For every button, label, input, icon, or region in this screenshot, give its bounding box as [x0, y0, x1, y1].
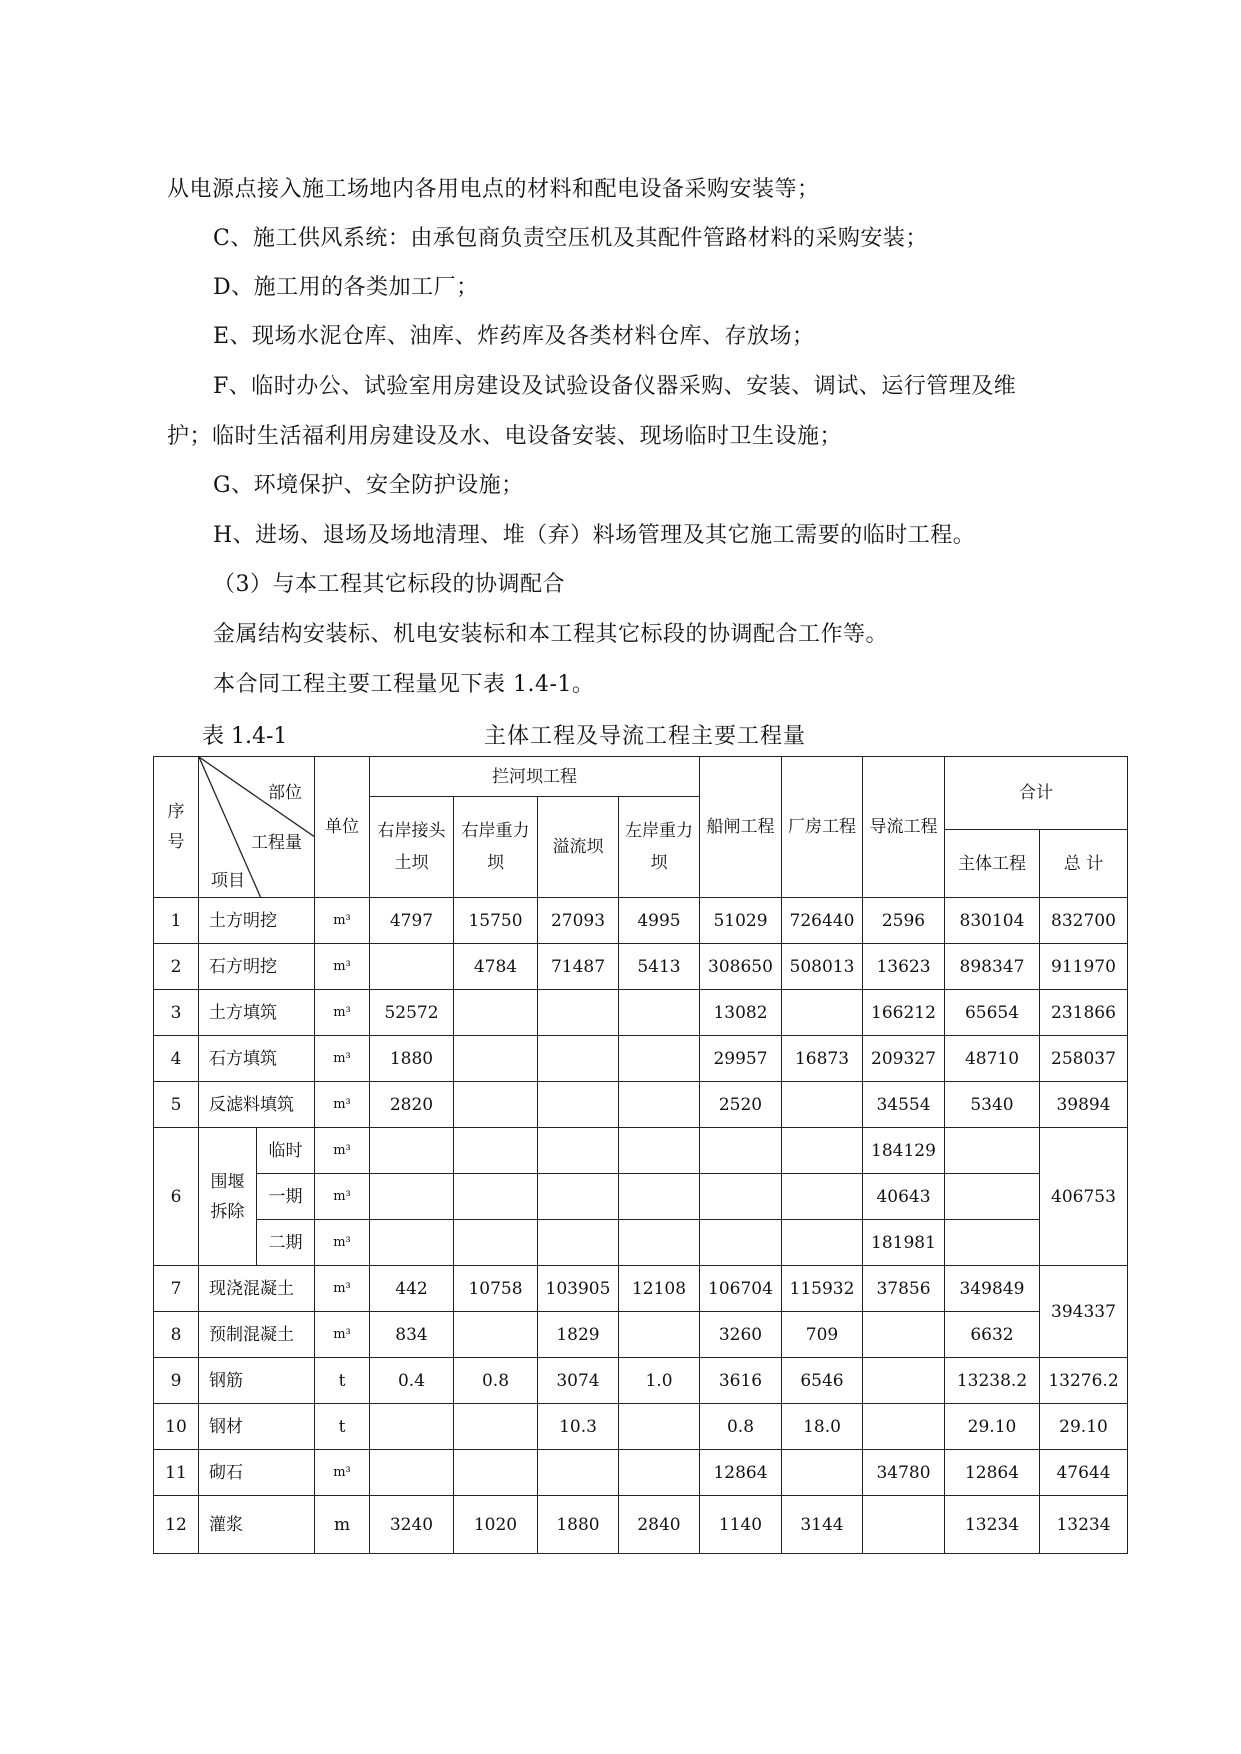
- cell-value: 52572: [370, 990, 454, 1036]
- table-row: [154, 1266, 1128, 1312]
- cell-value: 258037: [1040, 1036, 1128, 1082]
- cell-value: [782, 1128, 863, 1174]
- paragraph-3: D、施工用的各类加工厂；: [213, 275, 479, 300]
- cell-item: 土方填筑: [199, 990, 315, 1036]
- paragraph-2: C、施工供风系统：由承包商负责空压机及其配件管路材料的采购安装；: [213, 226, 928, 251]
- cell-value: 184129: [863, 1128, 945, 1174]
- cell-unit: m³: [315, 1174, 370, 1220]
- cell-item: 钢材: [199, 1404, 315, 1450]
- cell-value: 13082: [700, 990, 782, 1036]
- cell-value: 27093: [538, 898, 619, 944]
- cell-value: 508013: [782, 944, 863, 990]
- cell-value: [619, 1312, 700, 1358]
- cell-value: [538, 1036, 619, 1082]
- cell-value: 1880: [370, 1036, 454, 1082]
- table-row: [154, 898, 1128, 944]
- cell-value: 1880: [538, 1496, 619, 1554]
- cell-item: 灌浆: [199, 1496, 315, 1554]
- cell-value: 0.8: [700, 1404, 782, 1450]
- cell-unit: m³: [315, 944, 370, 990]
- cell-value: 106704: [700, 1266, 782, 1312]
- cell-value: 181981: [863, 1220, 945, 1266]
- cell-value: 911970: [1040, 944, 1128, 990]
- cell-unit: m: [315, 1496, 370, 1554]
- cell-value: [538, 1128, 619, 1174]
- cell-value: [538, 1174, 619, 1220]
- cell-value: [370, 1450, 454, 1496]
- cell-value: [619, 1036, 700, 1082]
- table-row: [154, 1082, 1128, 1128]
- cell-value: 231866: [1040, 990, 1128, 1036]
- paragraph-8: H、进场、退场及场地清理、堆（弃）料场管理及其它施工需要的临时工程。: [213, 523, 976, 548]
- paragraph-7: G、环境保护、安全防护设施；: [213, 473, 524, 498]
- cell-value: [782, 990, 863, 1036]
- header-dam-spillway: 溢流坝: [538, 797, 619, 898]
- cell-value: [700, 1128, 782, 1174]
- cell-value: 29957: [700, 1036, 782, 1082]
- cell-value: 349849: [945, 1266, 1040, 1312]
- diag-label-item: 项目: [211, 871, 245, 891]
- cell-value: 1140: [700, 1496, 782, 1554]
- cell-unit: m³: [315, 990, 370, 1036]
- diag-label-position: 部位: [268, 783, 302, 803]
- cell-value: 1020: [454, 1496, 538, 1554]
- cell-value: 13234: [945, 1496, 1040, 1554]
- cell-value: 65654: [945, 990, 1040, 1036]
- cell-value: 2820: [370, 1082, 454, 1128]
- cell-value: [619, 1128, 700, 1174]
- header-power-house: 厂房工程: [782, 757, 863, 898]
- table-row: [154, 1220, 1128, 1266]
- cell-value: [863, 1496, 945, 1554]
- cell-value: 47644: [1040, 1450, 1128, 1496]
- cell-value: 6546: [782, 1358, 863, 1404]
- cell-unit: m³: [315, 1036, 370, 1082]
- cell-value: [454, 1404, 538, 1450]
- cell-value: [370, 944, 454, 990]
- cell-value: [454, 1220, 538, 1266]
- cell-value: 726440: [782, 898, 863, 944]
- table-row: [154, 1358, 1128, 1404]
- cell-subitem: 一期: [257, 1174, 315, 1220]
- cell-value: 830104: [945, 898, 1040, 944]
- cell-unit: t: [315, 1358, 370, 1404]
- cell-subitem: 临时: [257, 1128, 315, 1174]
- cell-value: [782, 1220, 863, 1266]
- header-diversion: 导流工程: [863, 757, 945, 898]
- cell-value: 39894: [1040, 1082, 1128, 1128]
- cell-value: [782, 1082, 863, 1128]
- cell-value: [945, 1174, 1040, 1220]
- cell-value: 12108: [619, 1266, 700, 1312]
- cell-value: [370, 1220, 454, 1266]
- cell-value: 4797: [370, 898, 454, 944]
- cell-value: [454, 1128, 538, 1174]
- cell-value: [945, 1220, 1040, 1266]
- cell-unit: m³: [315, 1266, 370, 1312]
- cell-value: 2840: [619, 1496, 700, 1554]
- header-diagonal-cell: [199, 757, 315, 898]
- table-row: [154, 1174, 1128, 1220]
- cell-value: 13276.2: [1040, 1358, 1128, 1404]
- table-title: 主体工程及导流工程主要工程量: [484, 724, 807, 749]
- cell-value: 394337: [1040, 1266, 1128, 1358]
- table-row: [154, 944, 1128, 990]
- cell-value: [782, 1174, 863, 1220]
- cell-value: 4784: [454, 944, 538, 990]
- cell-value: 3616: [700, 1358, 782, 1404]
- cell-seq: 2: [154, 944, 199, 990]
- cell-value: [454, 1036, 538, 1082]
- cell-unit: m³: [315, 1220, 370, 1266]
- cell-value: 103905: [538, 1266, 619, 1312]
- table-row: [154, 1450, 1128, 1496]
- cell-value: 29.10: [945, 1404, 1040, 1450]
- cell-seq: 3: [154, 990, 199, 1036]
- cell-value: 1.0: [619, 1358, 700, 1404]
- cell-value: 16873: [782, 1036, 863, 1082]
- cell-seq: 1: [154, 898, 199, 944]
- paragraph-6: 护；临时生活福利用房建设及水、电设备安装、现场临时卫生设施；: [167, 424, 843, 449]
- header-dam-right-gravity: 右岸重力坝: [454, 797, 538, 898]
- cell-value: [370, 1174, 454, 1220]
- cell-value: 209327: [863, 1036, 945, 1082]
- cell-value: 15750: [454, 898, 538, 944]
- cell-unit: m³: [315, 1128, 370, 1174]
- cell-value: 0.8: [454, 1358, 538, 1404]
- cell-value: 6632: [945, 1312, 1040, 1358]
- cell-value: 442: [370, 1266, 454, 1312]
- cell-value: [538, 1220, 619, 1266]
- cell-value: 37856: [863, 1266, 945, 1312]
- paragraph-11: 本合同工程主要工程量见下表 1.4-1。: [213, 672, 595, 697]
- cell-value: 2520: [700, 1082, 782, 1128]
- cell-value: 51029: [700, 898, 782, 944]
- cell-value: 71487: [538, 944, 619, 990]
- cell-item: 预制混凝土: [199, 1312, 315, 1358]
- cell-seq: 4: [154, 1036, 199, 1082]
- cell-value: [700, 1220, 782, 1266]
- cell-unit: m³: [315, 1312, 370, 1358]
- cell-value: [619, 1220, 700, 1266]
- cell-value: 166212: [863, 990, 945, 1036]
- cell-value: 10758: [454, 1266, 538, 1312]
- cell-value: 5340: [945, 1082, 1040, 1128]
- table-row: [154, 990, 1128, 1036]
- cell-value: 10.3: [538, 1404, 619, 1450]
- cell-subitem: 二期: [257, 1220, 315, 1266]
- table-row: [154, 1036, 1128, 1082]
- header-total-main: 主体工程: [945, 830, 1040, 898]
- cell-value: [945, 1128, 1040, 1174]
- cell-value: 34780: [863, 1450, 945, 1496]
- paragraph-1: 从电源点接入施工场地内各用电点的材料和配电设备采购安装等；: [167, 177, 820, 202]
- header-dam-right-earth: 右岸接头土坝: [370, 797, 454, 898]
- cell-value: [370, 1128, 454, 1174]
- cell-value: [619, 990, 700, 1036]
- cell-value: 34554: [863, 1082, 945, 1128]
- cell-seq: 5: [154, 1082, 199, 1128]
- header-seq: 序号: [154, 757, 199, 898]
- cell-value: [538, 990, 619, 1036]
- cell-unit: t: [315, 1404, 370, 1450]
- cell-seq: 6: [154, 1128, 199, 1266]
- cell-value: [538, 1082, 619, 1128]
- cell-value: 40643: [863, 1174, 945, 1220]
- cell-value: 5413: [619, 944, 700, 990]
- cell-unit: m³: [315, 898, 370, 944]
- cell-value: 406753: [1040, 1128, 1128, 1266]
- cell-value: 12864: [945, 1450, 1040, 1496]
- cell-value: 3144: [782, 1496, 863, 1554]
- cell-value: 0.4: [370, 1358, 454, 1404]
- cell-value: 48710: [945, 1036, 1040, 1082]
- header-total-sum: 总 计: [1040, 830, 1128, 898]
- cell-seq: 9: [154, 1358, 199, 1404]
- table-row: [154, 1312, 1128, 1358]
- cell-value: [619, 1404, 700, 1450]
- header-unit: 单位: [315, 757, 370, 898]
- cell-value: 1829: [538, 1312, 619, 1358]
- cell-value: 4995: [619, 898, 700, 944]
- cell-item: 现浇混凝土: [199, 1266, 315, 1312]
- table-row: [154, 1404, 1128, 1450]
- cell-item: 反滤料填筑: [199, 1082, 315, 1128]
- cell-value: 709: [782, 1312, 863, 1358]
- cell-value: 3074: [538, 1358, 619, 1404]
- cell-value: 834: [370, 1312, 454, 1358]
- cell-seq: 12: [154, 1496, 199, 1554]
- cell-value: [454, 1082, 538, 1128]
- cell-item: 钢筋: [199, 1358, 315, 1404]
- cell-value: 18.0: [782, 1404, 863, 1450]
- cell-value: 2596: [863, 898, 945, 944]
- cell-value: [370, 1404, 454, 1450]
- cell-value: 898347: [945, 944, 1040, 990]
- cell-value: 832700: [1040, 898, 1128, 944]
- cell-value: [619, 1174, 700, 1220]
- cell-value: [454, 1312, 538, 1358]
- cell-value: 115932: [782, 1266, 863, 1312]
- cell-value: 3260: [700, 1312, 782, 1358]
- quantity-table: [153, 756, 1128, 1554]
- header-ship-lock: 船闸工程: [700, 757, 782, 898]
- cell-value: [863, 1404, 945, 1450]
- cell-value: 12864: [700, 1450, 782, 1496]
- paragraph-4: E、现场水泥仓库、油库、炸药库及各类材料仓库、存放场；: [213, 324, 815, 349]
- diag-label-quantity: 工程量: [251, 833, 302, 853]
- cell-item: 石方填筑: [199, 1036, 315, 1082]
- cell-item: 砌石: [199, 1450, 315, 1496]
- cell-value: 308650: [700, 944, 782, 990]
- paragraph-5: F、临时办公、试验室用房建设及试验设备仪器采购、安装、调试、运行管理及维: [213, 374, 1017, 399]
- cell-seq: 7: [154, 1266, 199, 1312]
- cell-seq: 8: [154, 1312, 199, 1358]
- cell-value: [454, 990, 538, 1036]
- cell-value: [619, 1082, 700, 1128]
- cell-seq: 10: [154, 1404, 199, 1450]
- cell-item: 石方明挖: [199, 944, 315, 990]
- cell-unit: m³: [315, 1082, 370, 1128]
- cell-value: [863, 1312, 945, 1358]
- cell-value: 3240: [370, 1496, 454, 1554]
- cell-value: 13623: [863, 944, 945, 990]
- cell-value: [454, 1450, 538, 1496]
- cell-value: [619, 1450, 700, 1496]
- cell-value: 29.10: [1040, 1404, 1128, 1450]
- cell-item: 土方明挖: [199, 898, 315, 944]
- table-row: [154, 1496, 1128, 1554]
- header-total-group: 合计: [945, 757, 1128, 830]
- cell-value: [454, 1174, 538, 1220]
- cell-unit: m³: [315, 1450, 370, 1496]
- cell-value: [782, 1450, 863, 1496]
- paragraph-9: （3）与本工程其它标段的协调配合: [213, 572, 565, 597]
- cell-value: [700, 1174, 782, 1220]
- cell-value: 13238.2: [945, 1358, 1040, 1404]
- cell-value: [538, 1450, 619, 1496]
- header-dam-left-gravity: 左岸重力坝: [619, 797, 700, 898]
- cell-value: [863, 1358, 945, 1404]
- cell-value: 13234: [1040, 1496, 1128, 1554]
- cell-seq: 11: [154, 1450, 199, 1496]
- table-row: [154, 1128, 1128, 1174]
- paragraph-10: 金属结构安装标、机电安装标和本工程其它标段的协调配合工作等。: [213, 622, 889, 647]
- header-dam-group: 拦河坝工程: [370, 757, 700, 797]
- cell-group: 围堰拆除: [199, 1128, 257, 1266]
- table-label: 表 1.4-1: [202, 724, 288, 749]
